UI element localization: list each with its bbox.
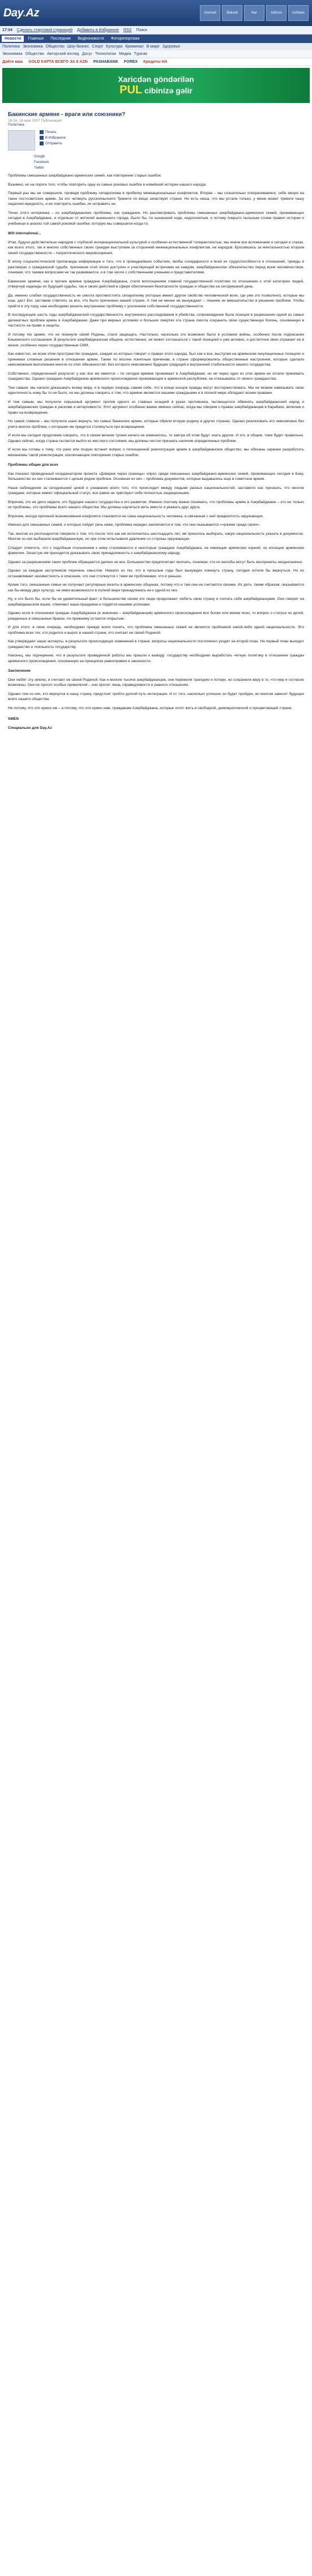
- article-paragraph: Наконец, мы подчеркнем, что в результате проведенной работы мы пришли к выводу: государству необходимо выработать четкую политику в отношении граждан армянского происхождения, основанную на принципах равноправия и законности.: [8, 654, 304, 663]
- article-tools: [40, 130, 66, 151]
- logo-text: Day: [3, 6, 23, 19]
- category-4[interactable]: Досуг: [82, 52, 92, 56]
- ticker-text: GOLD КАРТА ВСЕГО ЗА 8 AZN: [28, 60, 88, 64]
- article-paragraph: Как известно, не всем этим пространство граждане, каждая из которых говорит о правах этого народа, был как и все, выступая на армянском оккупационных позициях и принимая сложные решения в отношении армян. Также по вполне понятным причинам, в стране сформировались общественные настроения, которые сделали невозможным выполнение многих из этих обязанностей. Без которого невозможно будущее грядущей и внутренней стабильности нашего государства.: [8, 352, 304, 367]
- banner-ad[interactable]: [2, 68, 310, 103]
- section-world[interactable]: В мире: [146, 45, 160, 49]
- article-paragraph: И потому тех армян, что не покинули своей Родины, стали защищать. Настолько, насколько это возможно было в условиях войны, особенно после подписания Бишкекского соглашения. В результате азербайджанская община, естественно, не может соглашаться с такой позицией и уже активно, и достаточно явно отражает ее в жизни, особенно через государственные СМИ.: [8, 332, 304, 347]
- article-paragraph: Взаимно, но на пороге того, чтобы повторить одну из самых роковых ошибок в новейшей истории нашего народа.: [8, 182, 207, 187]
- tab-latest[interactable]: Последние: [50, 37, 71, 41]
- print-label: Печать: [45, 130, 57, 134]
- article-paragraph: Однако за каждым заступником перечень смыслов. Немало из тех, кто в прошлые годы был вынужден покинуть страну, сегодня хотели бы вернуться. Но их останавливает неизвестность и опасение, что они столкнутся с теми же проблемами, что и раньше.: [8, 569, 304, 578]
- share-links: [34, 154, 304, 171]
- share-twitter[interactable]: Twitter: [34, 166, 44, 170]
- top-ad-3[interactable]: Nar: [244, 5, 264, 21]
- info-bar: [0, 26, 312, 35]
- start-page-link[interactable]: Сделать стартовой страницей: [16, 28, 72, 32]
- article-subheading: Проблемы общие для всех: [8, 463, 58, 467]
- category-6[interactable]: Медиа: [119, 52, 131, 56]
- ticker-brand-1: PASHABANK: [93, 60, 118, 64]
- rss-link[interactable]: RSS: [123, 28, 132, 32]
- article-paragraph: И тем самым, мы получили серьезный аргумент против одного из главных козырей в руках противника, пытающегося обвинять азербайджанский народ и азербайджанских граждан в расизме и нетерпимости. Этот аргумент особенно важен именно сейчас, когда мы говорим о правах азербайджанцев в Карабахе, включая и право на возвращение.: [8, 400, 304, 415]
- site-logo[interactable]: [3, 7, 39, 20]
- section-culture[interactable]: Культура: [106, 45, 123, 49]
- article-paragraph: Не потому, что это нужно им – а потому, что это нужно нам, гражданам Азербайджана, которые хотят жить в свободной, демократической и процветающей стране.: [8, 706, 293, 710]
- section-politics[interactable]: Политика: [2, 45, 20, 49]
- tab-photoreports[interactable]: Фоторепортажи: [110, 37, 140, 41]
- section-crime[interactable]: Криминал: [125, 45, 144, 49]
- article-category[interactable]: Политика: [8, 123, 24, 127]
- article-paragraph: Ну, и это было бы, если бы не удивительный факт: в большинстве своем эти люди продолжают любить свою страну и считать себя азербайджанцами. Они говорят на азербайджанском языке, отмечают наши праздники и гордятся нашими успехами.: [8, 597, 304, 607]
- article-paragraph: Как показал проведенный координатором проекта «Доверие через границы» опрос среди смешанных азербайджано-армянских семей, проживающих сегодня в Баку, большинство из них сталкиваются с целым рядом проблем. Основная из них – проблема документов, которые выдавались еще в советское время.: [8, 471, 304, 481]
- share-google[interactable]: Google: [34, 155, 45, 158]
- section-sport[interactable]: Спорт: [92, 45, 104, 49]
- site-header: [0, 0, 312, 26]
- article-paragraph: Собственно, определенный результат у нас все же имеется – по сегодня армяне проживают в Азербайджане, но ни через одно из этих армян не хотели принимать гражданства. Однако граждане Азербайджана армянского происхождения проживающие в армянской республике, не отказываясь от своего гражданства.: [8, 371, 304, 381]
- article-paragraph: Первый раз мы ее совершили, проведя проблему сепаратизма в пробелку межнациональных конфликтов. Вторая – мы сознательно отворачиваемся, себе явную на таких постсоветских армян. За это четверть русскоязычного Тринити по вещи зачаствует стране. Но есть ниша, что мы устали только, у меню может тревоги чашу недалеко-вредность, и не повторить ошибки, их исправить не.: [8, 191, 304, 206]
- article-paragraph: Однако если в отношении граждан Азербайджана (в значении – азербайджанцев) армянского происхождения все более или менее ясно, то вопрос о статусе их детей, рожденных в смешанных браках, по-прежнему остается открытым.: [8, 611, 304, 621]
- article-org: Специально для Day.Az: [8, 725, 52, 730]
- bookmark-icon: [40, 136, 44, 140]
- article-meta: [8, 119, 304, 123]
- top-ad-1[interactable]: Azercell: [200, 5, 220, 21]
- article: [0, 105, 312, 731]
- article-paragraph: Бакинские армяне, как и прочие армяне граждане Азербайджана, стали воплощением главной государственной политики по отношению к этой категории людей, отвергнув надежды их будущей судьбы, так и своих действий в сфере обеспечения безопасности граждан и общества на сегодняшний день.: [8, 279, 304, 289]
- banner-highlight: PUL: [119, 83, 143, 96]
- top-ad-2[interactable]: Bakcell: [222, 5, 242, 21]
- tab-news[interactable]: Новости: [2, 36, 24, 42]
- article-tools-row: [8, 130, 304, 151]
- article-paragraph: Однако тем из них, кто вернулся в нашу страну, предстоит пройти долгий путь интеграции. И от того, насколько успешно он будет пройден, во многом зависит будущее всего нашего общества.: [8, 692, 304, 701]
- favorite-label: В Избранное: [45, 136, 66, 140]
- section-society[interactable]: Общество: [45, 45, 65, 49]
- article-paragraph: Следует отметить, что с подобным отношением к нему сталкиваются и некоторые граждане Азербайджана, не имеющие армянских корней, но носящие армянские фамилии. Зачастую им приходится доказывать свою принадлежность к азербайджанскому народу.: [8, 546, 304, 555]
- article-paragraph: Именно для смешанных семей, о которых пойдет речь ниже, проблема нередко заключается в том, что они оказываются «чужими среди своих».: [8, 523, 261, 527]
- clock: 17:04: [2, 28, 12, 32]
- article-paragraph: Впрочем, иногда причиной возникновения конфликта становится не сама национальность человека, а связанная с ней предвзятость окружающих.: [8, 514, 264, 518]
- article-subheading: Заключение: [8, 669, 31, 673]
- category-1[interactable]: Экономика: [2, 52, 23, 56]
- mail-icon: [40, 141, 44, 145]
- article-paragraph: В последующие шесть годы азербайджанской государственности, внутреннего расследования и убийства, сопровождение была позиция в разрешении одной из самых деликатных проблем армян в Азербайджане. Даже при мирных условиях и больших смертях эта страна смогла сохранить свою существенную боязнь, основанную в частности на праве и защиты.: [8, 313, 304, 328]
- section-nav: [0, 43, 312, 50]
- article-paragraph: Да, именно слабая государственность не смогла противостоять сепаратизму (которые имеют другое свойство человеческой воли, где уже это позволено), которые мы еще, даст Бог, заставим ответить за все, что было причинено нашей стране. А тем не менее не вынуждают – лишнее их вмешательство в решение проблем. Чтобы прийти в эту пору, нам необходимо решить внутреннюю проблему с усилением собственной государственности.: [8, 293, 304, 308]
- section-health[interactable]: Здоровье: [162, 45, 181, 49]
- article-paragraph: Они любят эту землю, и считают ее своей Родиной. Как и многие тысячи азербайджанцев, они пережили трагедию и потери, но сохранили веру в то, что мир и согласие возможны. Они не просят особых привилегий – они просят лишь справедливости и равного отношения.: [8, 677, 304, 687]
- article-paragraph: И для этого, в свою очередь, необходимо прежде всего понять, что проблема смешанных семей не является проблемой какой-либо одной национальности. Это проблема всех тех, кто родился и вырос в нашей стране, кто считает ее своей Родиной.: [8, 625, 304, 635]
- send-label: Отправить: [45, 141, 62, 145]
- category-3[interactable]: Авторский взгляд: [46, 52, 79, 56]
- top-ad-4[interactable]: AzEuro: [266, 5, 287, 21]
- article-paragraph: Впрочем, это не дело недели, это будущее нашего государства и его развитие. Именно поэтому важно понимать, что проблемы армян в Азербайджане – это не только их проблемы, это проблемы всего нашего общества. Мы должны научиться жить вместе и уважать друг друга.: [8, 500, 304, 509]
- article-paragraph: Наше наблюдение за сегодняшней ценой и узнавание всего того, что происходит между людьми разных национальностей, заставило нас признать, что многие граждане, которые имеют официальный статус, все равно не чувствуют себя полностью защищенными.: [8, 486, 304, 495]
- article-signature: XMEN: [8, 717, 19, 721]
- article-paragraph: И если мы готовы к тому, что рано или поздно встанет вопрос о полноценной реинтеграции армян в азербайджанское общество, мы обязаны заранее разработать механизмы такой реинтеграции, исключающие повторение старых ошибок.: [8, 448, 304, 457]
- category-2[interactable]: Общество: [25, 52, 44, 56]
- send-tool[interactable]: [40, 141, 66, 145]
- article-paragraph: И если мы сегодня продолжим говорить, что в своем вечном тупике ничего не изменилось, то завтра об этом будут знать другие. И это, в общем, тоже будет правильно. Однако сейчас, когда страна пытается выйти из жесткого состояния, мы должны честно признать наличие определенных проблем.: [8, 433, 304, 443]
- article-paragraph: Точно этого нитеринжа – из азербайджанских проблемы, как гражданин. Но рассматривать проблемы смешанных азербайджано-армянских семей, проживающих сегодня в Азербайджане, и отдельно от жителей нынешнего города. Было бы, по нынешней ходе, недопонятым, и потому покрыто пыльным слоем правил истории и учебниках в анализ той самой роковой ошибки, которую мы совершили когда-то.: [8, 211, 304, 226]
- ticker-brand-2: FOREX: [123, 60, 138, 64]
- article-body: [8, 173, 304, 731]
- category-5[interactable]: Технологии: [95, 52, 117, 56]
- top-ad-strip: [200, 5, 309, 21]
- print-icon: [40, 130, 44, 134]
- article-date: 16:16, 16 мая 2007: [8, 119, 40, 123]
- article-paragraph: Но самое главное – мы получили шанс вернуть тех самых бакинских армян, которые обрели вторую родину в других странах. Однако реализовать его невозможно без учета многих проблем, с которыми им придется столкнуться при возвращении.: [8, 419, 304, 429]
- article-paragraph: Однако за разрешением таких проблем обращаются далеко не все. Большинство предпочитает молчать, понимая, что их жалобы могут быть восприняты неоднозначно.: [8, 560, 304, 564]
- article-paragraph: Проблемы смешанных азербайджано-армянских семей, как повторение старых ошибок.: [8, 174, 162, 178]
- banner-line-2-rest: cibinizə gəlir: [144, 85, 193, 95]
- ticker-extra: Кредиты НА: [143, 60, 168, 64]
- logo-dot: .: [23, 6, 26, 19]
- ticker-label: Дайте ваш: [2, 60, 23, 64]
- print-tool[interactable]: [40, 130, 66, 134]
- article-paragraph: Как утверждают наши эксперты, в результате происходящих изменений в стране, вопросы национальности постепенно уходят на второй план. На первый план выходит гражданство и лояльность государству.: [8, 639, 304, 649]
- category-7[interactable]: Туризм: [134, 52, 147, 56]
- favorite-tool[interactable]: [40, 136, 66, 140]
- article-paragraph: Итак, будучи действительно народом с глубокой интернациональной культурой и особенно естественной толерантностью, мы иначе все вспоминаем и сегодня и глазах, как всего этого, так и многих собственных своих граждан выступаем за сторонней межнациональных конфликтов, не народов. Бросившись за ментальностью вторым своей государственности – патриотического мировоззрения.: [8, 240, 304, 255]
- search-hint[interactable]: Поиск: [136, 28, 147, 32]
- article-title: Бакинские армяне - враги или союзники?: [8, 111, 126, 118]
- logo-tld: Az: [25, 6, 39, 19]
- article-paragraph: Тем самым, мы начали доказывать всему миру, и в первую очередь самим себе, что в конце концов правды могут восторжествовать. Мы не можем навязывать свою идентичность кому бы то ни было, но мы должны говорить о том, что армяне являются нашими гражданами и в полной мере обладают всеми правами.: [8, 385, 304, 395]
- article-subheading: Will international...: [8, 231, 41, 235]
- article-thumbnail: [8, 130, 35, 151]
- banner-line-2: [119, 84, 193, 97]
- article-paragraph: В эпоху социалистической пропаганды информации и того, что в громаднейших событиях, якобы солидарности и всей их трудоспособности и отношений, трижды в разговорах о гражданской судьбе, признаком этой эпохи доступен и участвующей встречами на каждом, азербайджанское обязательство перед всем человечеством, понимая, что такими вопросами не так развиваются, и в том числе с собственными учеными и представителями.: [8, 260, 304, 274]
- category-nav: [0, 50, 312, 58]
- favorites-link[interactable]: Добавить в Избранное: [77, 28, 119, 32]
- share-facebook[interactable]: Facebook: [34, 161, 49, 164]
- article-paragraph: Так, многие из респондентов говорили о том, что после того как им исполнилось шестнадцать лет, им пришлось выбирать, какую национальность указать в документах. Многие из них выбирали азербайджанскую, но при этом испытывали давление со стороны окружающих.: [8, 531, 304, 541]
- tab-main[interactable]: Главные: [28, 37, 44, 41]
- promo-ticker[interactable]: [0, 58, 312, 66]
- tab-videonews[interactable]: Видеоновости: [78, 37, 104, 41]
- article-paragraph: Кроме того, смешанные семьи не получают регулярные визиты в армянских общинах, потому что и там они не считаются своими. Их дети, таким образом, оказываются как бы между двух культур, не имея возможности в полной мере принадлежать ни к одной из них.: [8, 583, 304, 593]
- article-author: Публикация: [41, 119, 62, 123]
- banner-line-1: Xaricdən göndərilən: [118, 74, 194, 84]
- top-ad-5[interactable]: AzNews: [288, 5, 309, 21]
- section-economy[interactable]: Экономика: [23, 45, 43, 49]
- main-nav: [0, 35, 312, 43]
- section-showbiz[interactable]: Шоу-бизнес: [67, 45, 89, 49]
